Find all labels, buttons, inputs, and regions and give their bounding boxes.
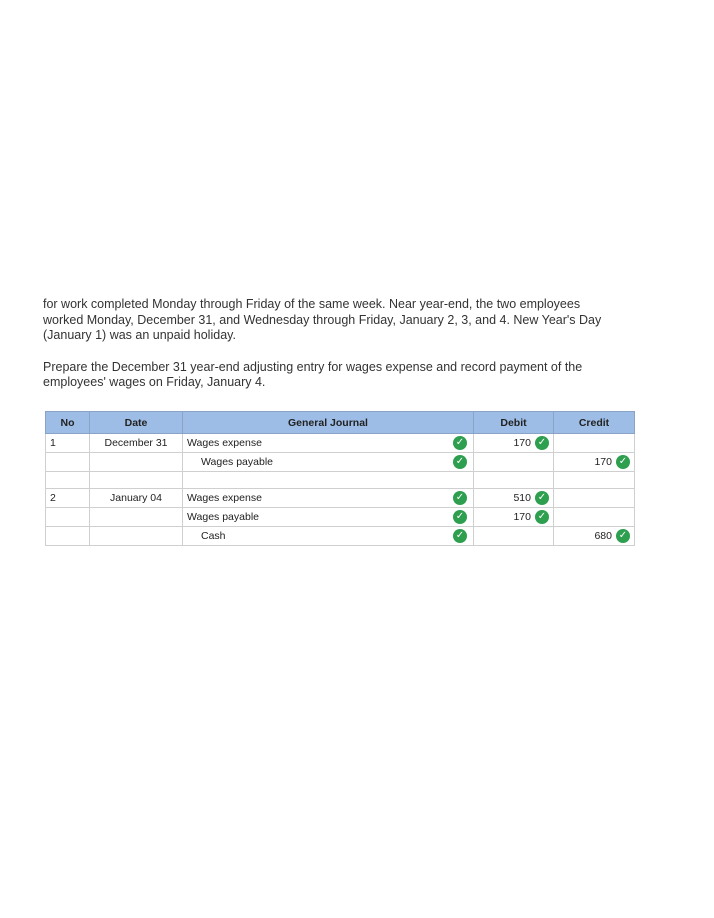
empty-cell[interactable]: [90, 472, 183, 489]
credit-cell[interactable]: [554, 453, 635, 472]
check-icon: ✓: [453, 510, 467, 524]
debit-value: 170: [513, 437, 531, 449]
date-cell[interactable]: [90, 508, 183, 527]
account-cell[interactable]: [183, 434, 474, 453]
entry-number: [46, 453, 90, 472]
table-row: [46, 527, 635, 546]
problem-line-cut: for work completed Monday through Friday of the same week. Near year-end, the two employees: [43, 297, 581, 311]
credit-cell[interactable]: [554, 508, 635, 527]
debit-cell[interactable]: [474, 489, 554, 508]
credit-value: 170: [594, 456, 612, 468]
entry-number: [46, 508, 90, 527]
account-name: Wages payable: [201, 456, 273, 468]
header-debit: Debit: [474, 412, 554, 434]
account-cell[interactable]: [183, 527, 474, 546]
header-general-journal: General Journal: [183, 412, 474, 434]
check-icon: ✓: [453, 436, 467, 450]
account-cell[interactable]: [183, 489, 474, 508]
check-icon: ✓: [535, 491, 549, 505]
table-row: [46, 508, 635, 527]
debit-cell[interactable]: [474, 527, 554, 546]
account-cell[interactable]: [183, 508, 474, 527]
credit-cell[interactable]: [554, 489, 635, 508]
table-row-empty: [46, 472, 635, 489]
problem-paragraph: [43, 297, 643, 344]
date-cell[interactable]: January 04: [90, 489, 183, 508]
account-name: Wages expense: [187, 437, 262, 449]
empty-cell[interactable]: [474, 472, 554, 489]
account-cell[interactable]: [183, 453, 474, 472]
problem-line-2: worked Monday, December 31, and Wednesday through Friday, January 2, 3, and 4. New Year's Day: [43, 312, 602, 327]
table-row: [46, 489, 635, 508]
date-cell[interactable]: [90, 527, 183, 546]
header-date: Date: [90, 412, 183, 434]
entry-number: 2: [46, 489, 90, 508]
check-icon: ✓: [535, 436, 549, 450]
debit-cell[interactable]: [474, 508, 554, 527]
instruction-text: Prepare the December 31 year-end adjusting entry for wages expense and record payment of the employees' wages on Friday, January 4.: [43, 359, 583, 389]
credit-cell[interactable]: [554, 434, 635, 453]
debit-cell[interactable]: [474, 453, 554, 472]
check-icon: ✓: [453, 455, 467, 469]
problem-line-3: (January 1) was an unpaid holiday.: [43, 328, 236, 342]
credit-cell[interactable]: [554, 527, 635, 546]
problem-text: [43, 297, 643, 407]
entry-number: 1: [46, 434, 90, 453]
empty-cell[interactable]: [183, 472, 474, 489]
check-icon: ✓: [535, 510, 549, 524]
header-no: No: [46, 412, 90, 434]
account-name: Wages payable: [187, 511, 259, 523]
account-name: Cash: [201, 530, 226, 542]
entry-number: [46, 527, 90, 546]
check-icon: ✓: [453, 491, 467, 505]
account-name: Wages expense: [187, 492, 262, 504]
debit-value: 510: [513, 492, 531, 504]
empty-cell: [46, 472, 90, 489]
empty-cell[interactable]: [554, 472, 635, 489]
check-icon: ✓: [453, 529, 467, 543]
debit-cell[interactable]: [474, 434, 554, 453]
table-row: [46, 434, 635, 453]
header-credit: Credit: [554, 412, 635, 434]
date-cell[interactable]: [90, 453, 183, 472]
table-header-row: [46, 412, 635, 434]
table-row: [46, 453, 635, 472]
check-icon: ✓: [616, 455, 630, 469]
general-journal-table: [45, 411, 635, 546]
date-cell[interactable]: December 31: [90, 434, 183, 453]
debit-value: 170: [513, 511, 531, 523]
credit-value: 680: [594, 530, 612, 542]
check-icon: ✓: [616, 529, 630, 543]
